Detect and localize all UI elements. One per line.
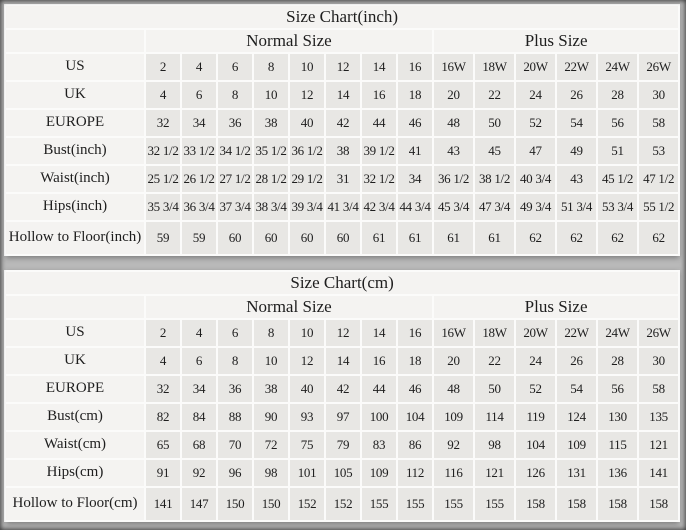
- size-value-cell: 121: [475, 460, 514, 486]
- size-value-cell: 39 3/4: [290, 194, 324, 220]
- size-value-cell: 61: [398, 222, 432, 254]
- size-value-cell: 36: [218, 376, 252, 402]
- size-value-cell: 47: [516, 138, 555, 164]
- size-value-cell: 24W: [598, 54, 637, 80]
- size-value-cell: 26: [557, 348, 596, 374]
- table-row: [6, 348, 678, 374]
- size-value-cell: 32: [146, 376, 180, 402]
- size-value-cell: 40: [290, 110, 324, 136]
- size-value-cell: 38 3/4: [254, 194, 288, 220]
- size-value-cell: 44 3/4: [398, 194, 432, 220]
- size-value-cell: 155: [434, 488, 473, 520]
- size-value-cell: 36 1/2: [434, 166, 473, 192]
- size-value-cell: 42: [326, 110, 360, 136]
- size-value-cell: 12: [326, 54, 360, 80]
- size-value-cell: 150: [254, 488, 288, 520]
- size-value-cell: 22W: [557, 320, 596, 346]
- size-value-cell: 34 1/2: [218, 138, 252, 164]
- size-value-cell: 53: [639, 138, 678, 164]
- size-value-cell: 97: [326, 404, 360, 430]
- size-value-cell: 61: [362, 222, 396, 254]
- size-value-cell: 158: [639, 488, 678, 520]
- size-value-cell: 33 1/2: [182, 138, 216, 164]
- size-value-cell: 60: [326, 222, 360, 254]
- size-value-cell: 8: [254, 320, 288, 346]
- size-chart-inch-table: [4, 4, 680, 256]
- size-value-cell: 16: [362, 82, 396, 108]
- size-value-cell: 152: [326, 488, 360, 520]
- table-row: [6, 320, 678, 346]
- size-value-cell: 31: [326, 166, 360, 192]
- size-value-cell: 10: [254, 348, 288, 374]
- size-value-cell: 22: [475, 348, 514, 374]
- size-value-cell: 10: [254, 82, 288, 108]
- size-value-cell: 115: [598, 432, 637, 458]
- size-value-cell: 60: [254, 222, 288, 254]
- size-group-header: Plus Size: [434, 296, 678, 318]
- size-value-cell: 2: [146, 54, 180, 80]
- size-value-cell: 24: [516, 82, 555, 108]
- size-value-cell: 121: [639, 432, 678, 458]
- size-value-cell: 14: [362, 54, 396, 80]
- size-value-cell: 18: [398, 348, 432, 374]
- table-row: [6, 194, 678, 220]
- size-value-cell: 158: [598, 488, 637, 520]
- size-value-cell: 61: [475, 222, 514, 254]
- size-value-cell: 58: [639, 376, 678, 402]
- size-value-cell: 130: [598, 404, 637, 430]
- size-value-cell: 101: [290, 460, 324, 486]
- size-value-cell: 24W: [598, 320, 637, 346]
- size-value-cell: 141: [639, 460, 678, 486]
- size-value-cell: 36 1/2: [290, 138, 324, 164]
- size-value-cell: 4: [182, 320, 216, 346]
- table-row: [6, 54, 678, 80]
- size-value-cell: 82: [146, 404, 180, 430]
- size-value-cell: 43: [557, 166, 596, 192]
- size-value-cell: 40 3/4: [516, 166, 555, 192]
- size-value-cell: 41: [398, 138, 432, 164]
- size-value-cell: 41 3/4: [326, 194, 360, 220]
- size-value-cell: 46: [398, 376, 432, 402]
- size-value-cell: 124: [557, 404, 596, 430]
- size-value-cell: 150: [218, 488, 252, 520]
- size-value-cell: 28 1/2: [254, 166, 288, 192]
- size-value-cell: 44: [362, 376, 396, 402]
- size-value-cell: 98: [475, 432, 514, 458]
- size-value-cell: 32 1/2: [362, 166, 396, 192]
- size-value-cell: 18W: [475, 320, 514, 346]
- row-label: Hips(inch): [6, 194, 144, 220]
- size-value-cell: 84: [182, 404, 216, 430]
- row-label: Bust(inch): [6, 138, 144, 164]
- size-value-cell: 126: [516, 460, 555, 486]
- size-value-cell: 158: [516, 488, 555, 520]
- size-value-cell: 10: [290, 320, 324, 346]
- size-value-cell: 6: [218, 320, 252, 346]
- size-value-cell: 30: [639, 82, 678, 108]
- size-value-cell: 18: [398, 82, 432, 108]
- size-value-cell: 152: [290, 488, 324, 520]
- size-value-cell: 86: [398, 432, 432, 458]
- size-value-cell: 42 3/4: [362, 194, 396, 220]
- size-value-cell: 43: [434, 138, 473, 164]
- row-label: UK: [6, 82, 144, 108]
- size-value-cell: 60: [218, 222, 252, 254]
- size-value-cell: 45: [475, 138, 514, 164]
- size-value-cell: 62: [516, 222, 555, 254]
- size-value-cell: 27 1/2: [218, 166, 252, 192]
- size-value-cell: 48: [434, 376, 473, 402]
- size-value-cell: 36 3/4: [182, 194, 216, 220]
- size-value-cell: 50: [475, 110, 514, 136]
- size-value-cell: 35 1/2: [254, 138, 288, 164]
- row-label: Waist(cm): [6, 432, 144, 458]
- size-value-cell: 12: [326, 320, 360, 346]
- table-row: [6, 222, 678, 254]
- size-value-cell: 119: [516, 404, 555, 430]
- size-value-cell: 4: [182, 54, 216, 80]
- size-value-cell: 51: [598, 138, 637, 164]
- row-label: Waist(inch): [6, 166, 144, 192]
- row-label: EUROPE: [6, 110, 144, 136]
- size-value-cell: 39 1/2: [362, 138, 396, 164]
- chart-title: Size Chart(inch): [6, 6, 678, 28]
- row-label: EUROPE: [6, 376, 144, 402]
- size-value-cell: 38: [254, 110, 288, 136]
- corner-cell: [6, 296, 144, 318]
- row-label: Hollow to Floor(cm): [6, 488, 144, 520]
- size-value-cell: 38 1/2: [475, 166, 514, 192]
- size-value-cell: 105: [326, 460, 360, 486]
- size-value-cell: 131: [557, 460, 596, 486]
- size-value-cell: 141: [146, 488, 180, 520]
- size-value-cell: 62: [639, 222, 678, 254]
- size-value-cell: 26W: [639, 320, 678, 346]
- size-value-cell: 6: [182, 348, 216, 374]
- size-value-cell: 32: [146, 110, 180, 136]
- size-value-cell: 18W: [475, 54, 514, 80]
- size-value-cell: 60: [290, 222, 324, 254]
- size-value-cell: 20W: [516, 320, 555, 346]
- size-value-cell: 135: [639, 404, 678, 430]
- table-row: [6, 138, 678, 164]
- size-value-cell: 26: [557, 82, 596, 108]
- size-value-cell: 34: [398, 166, 432, 192]
- size-chart-cm-table: [4, 270, 680, 522]
- size-value-cell: 92: [182, 460, 216, 486]
- size-value-cell: 68: [182, 432, 216, 458]
- size-value-cell: 56: [598, 376, 637, 402]
- size-value-cell: 147: [182, 488, 216, 520]
- size-value-cell: 8: [254, 54, 288, 80]
- size-value-cell: 109: [557, 432, 596, 458]
- size-value-cell: 32 1/2: [146, 138, 180, 164]
- size-value-cell: 40: [290, 376, 324, 402]
- size-value-cell: 59: [182, 222, 216, 254]
- size-value-cell: 65: [146, 432, 180, 458]
- size-value-cell: 52: [516, 110, 555, 136]
- table-row: [6, 166, 678, 192]
- size-value-cell: 16W: [434, 54, 473, 80]
- size-value-cell: 22: [475, 82, 514, 108]
- size-chart-cm-block: [4, 270, 677, 522]
- size-value-cell: 30: [639, 348, 678, 374]
- size-value-cell: 37 3/4: [218, 194, 252, 220]
- size-value-cell: 104: [516, 432, 555, 458]
- size-value-cell: 62: [557, 222, 596, 254]
- size-value-cell: 20: [434, 348, 473, 374]
- size-value-cell: 8: [218, 348, 252, 374]
- table-row: [6, 82, 678, 108]
- size-value-cell: 20: [434, 82, 473, 108]
- size-value-cell: 46: [398, 110, 432, 136]
- size-value-cell: 155: [475, 488, 514, 520]
- size-value-cell: 91: [146, 460, 180, 486]
- size-value-cell: 58: [639, 110, 678, 136]
- size-value-cell: 34: [182, 110, 216, 136]
- size-value-cell: 59: [146, 222, 180, 254]
- row-label: Hips(cm): [6, 460, 144, 486]
- size-value-cell: 114: [475, 404, 514, 430]
- size-value-cell: 54: [557, 376, 596, 402]
- size-value-cell: 16: [398, 54, 432, 80]
- size-value-cell: 70: [218, 432, 252, 458]
- size-value-cell: 79: [326, 432, 360, 458]
- size-value-cell: 92: [434, 432, 473, 458]
- size-value-cell: 109: [362, 460, 396, 486]
- size-value-cell: 45 3/4: [434, 194, 473, 220]
- size-value-cell: 4: [146, 348, 180, 374]
- chart-title: Size Chart(cm): [6, 272, 678, 294]
- row-label: US: [6, 54, 144, 80]
- size-group-header: Normal Size: [146, 296, 432, 318]
- size-value-cell: 51 3/4: [557, 194, 596, 220]
- size-value-cell: 16: [362, 348, 396, 374]
- size-value-cell: 112: [398, 460, 432, 486]
- size-value-cell: 155: [398, 488, 432, 520]
- row-label: UK: [6, 348, 144, 374]
- table-row: [6, 110, 678, 136]
- size-value-cell: 34: [182, 376, 216, 402]
- size-value-cell: 61: [434, 222, 473, 254]
- size-value-cell: 62: [598, 222, 637, 254]
- size-value-cell: 16: [398, 320, 432, 346]
- size-group-header: Normal Size: [146, 30, 432, 52]
- size-value-cell: 2: [146, 320, 180, 346]
- row-label: Hollow to Floor(inch): [6, 222, 144, 254]
- size-value-cell: 26 1/2: [182, 166, 216, 192]
- size-value-cell: 93: [290, 404, 324, 430]
- size-value-cell: 100: [362, 404, 396, 430]
- size-value-cell: 22W: [557, 54, 596, 80]
- row-label: Bust(cm): [6, 404, 144, 430]
- size-value-cell: 54: [557, 110, 596, 136]
- size-value-cell: 109: [434, 404, 473, 430]
- table-row: [6, 432, 678, 458]
- size-value-cell: 116: [434, 460, 473, 486]
- size-value-cell: 20W: [516, 54, 555, 80]
- size-value-cell: 96: [218, 460, 252, 486]
- size-value-cell: 24: [516, 348, 555, 374]
- size-value-cell: 136: [598, 460, 637, 486]
- size-value-cell: 12: [290, 348, 324, 374]
- table-row: [6, 404, 678, 430]
- size-value-cell: 158: [557, 488, 596, 520]
- size-value-cell: 155: [362, 488, 396, 520]
- size-value-cell: 36: [218, 110, 252, 136]
- size-group-header: Plus Size: [434, 30, 678, 52]
- size-value-cell: 4: [146, 82, 180, 108]
- size-value-cell: 45 1/2: [598, 166, 637, 192]
- size-value-cell: 42: [326, 376, 360, 402]
- size-value-cell: 26W: [639, 54, 678, 80]
- size-value-cell: 49 3/4: [516, 194, 555, 220]
- size-value-cell: 25 1/2: [146, 166, 180, 192]
- size-value-cell: 72: [254, 432, 288, 458]
- size-chart-inch-block: [4, 4, 677, 256]
- size-value-cell: 16W: [434, 320, 473, 346]
- size-value-cell: 52: [516, 376, 555, 402]
- corner-cell: [6, 30, 144, 52]
- size-value-cell: 12: [290, 82, 324, 108]
- size-value-cell: 38: [254, 376, 288, 402]
- size-value-cell: 10: [290, 54, 324, 80]
- size-value-cell: 6: [182, 82, 216, 108]
- table-row: [6, 376, 678, 402]
- size-value-cell: 47 3/4: [475, 194, 514, 220]
- size-value-cell: 83: [362, 432, 396, 458]
- size-value-cell: 44: [362, 110, 396, 136]
- size-value-cell: 53 3/4: [598, 194, 637, 220]
- size-value-cell: 75: [290, 432, 324, 458]
- size-value-cell: 49: [557, 138, 596, 164]
- size-value-cell: 28: [598, 348, 637, 374]
- size-value-cell: 38: [326, 138, 360, 164]
- row-label: US: [6, 320, 144, 346]
- size-value-cell: 88: [218, 404, 252, 430]
- size-value-cell: 48: [434, 110, 473, 136]
- size-value-cell: 14: [362, 320, 396, 346]
- size-value-cell: 14: [326, 82, 360, 108]
- size-value-cell: 47 1/2: [639, 166, 678, 192]
- size-value-cell: 50: [475, 376, 514, 402]
- size-value-cell: 98: [254, 460, 288, 486]
- size-value-cell: 8: [218, 82, 252, 108]
- table-row: [6, 488, 678, 520]
- size-value-cell: 56: [598, 110, 637, 136]
- table-row: [6, 460, 678, 486]
- size-value-cell: 35 3/4: [146, 194, 180, 220]
- size-value-cell: 29 1/2: [290, 166, 324, 192]
- size-value-cell: 14: [326, 348, 360, 374]
- size-value-cell: 55 1/2: [639, 194, 678, 220]
- size-value-cell: 28: [598, 82, 637, 108]
- size-value-cell: 6: [218, 54, 252, 80]
- size-value-cell: 90: [254, 404, 288, 430]
- size-value-cell: 104: [398, 404, 432, 430]
